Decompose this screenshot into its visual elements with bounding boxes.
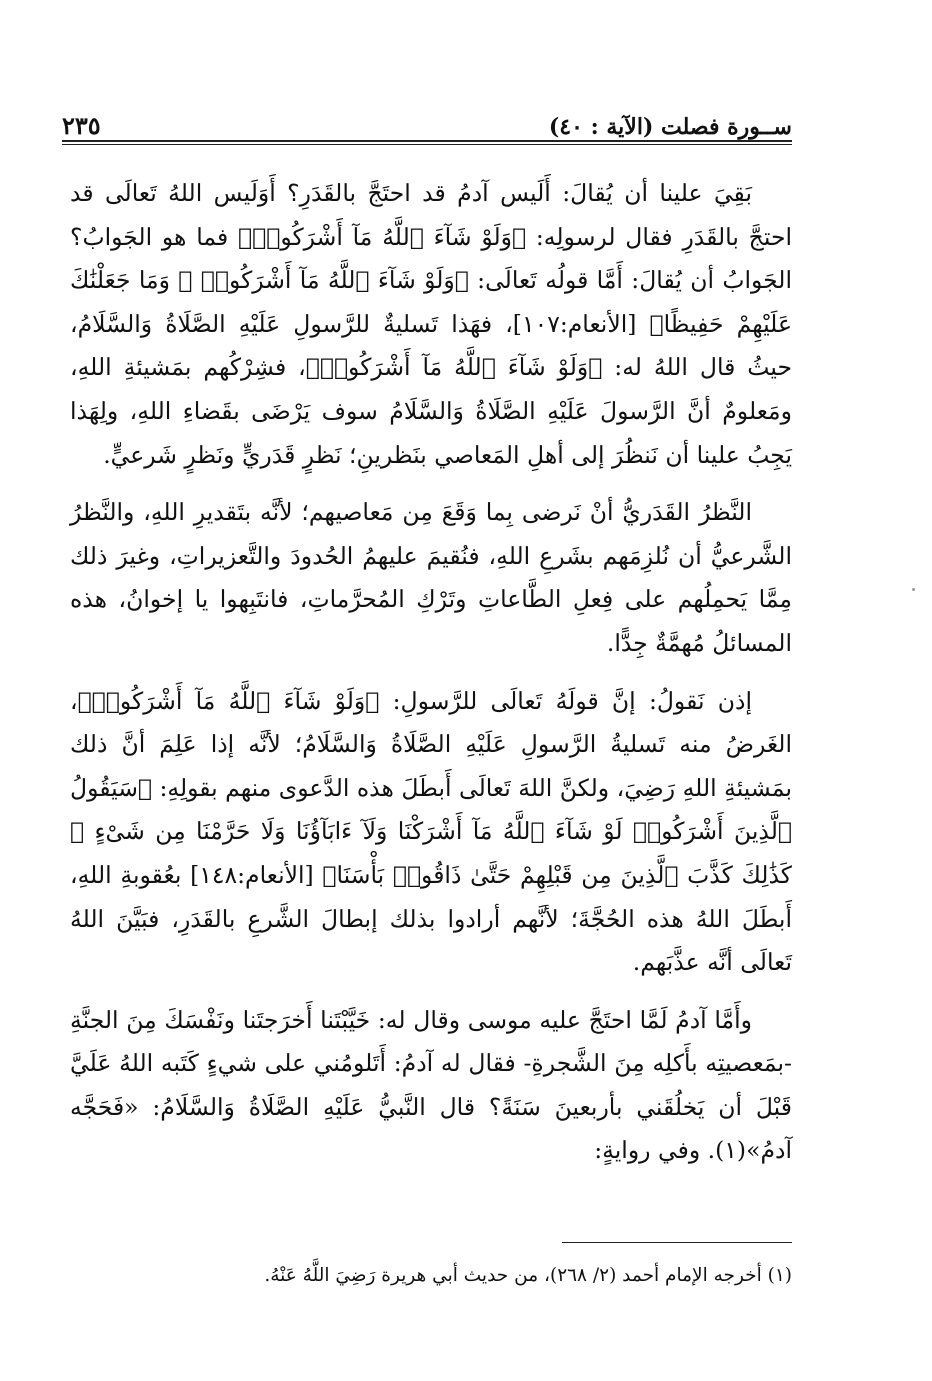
page-header <box>62 104 792 140</box>
body-text <box>70 172 792 1187</box>
surah-title: ســورة فصلت (الآية : ٤٠) <box>548 114 792 140</box>
header-rule <box>62 140 792 142</box>
footnote: (١) أخرجه الإمام أحمد (٢/ ٢٦٨)، من حديث أبي هريرة رَضِيَ اللَّهُ عَنْهُ. <box>264 1265 792 1286</box>
paragraph-1: بَقِيَ علينا أن يُقالَ: أَلَيس آدمُ قد احتَجَّ بالقَدَرِ؟ أَوَلَيس اللهُ تَعالَى قد احتجَّ بالقَدَرِ فقال لرسولِه: ﴿وَلَوْ شَآءَ ٱللَّهُ مَآ أَشْرَكُوا۟﴾ فما هو الجَوابُ؟ الجَوابُ أن يُقالَ: أَمَّا قولُه تَعالَى: ﴿وَلَوْ شَآءَ ٱللَّهُ مَآ أَشْرَكُوا۟ ۗ وَمَا جَعَلْنَٰكَ عَلَيْهِمْ حَفِيظًا﴾ [الأنعام:١٠٧]، فهَذا تَسليةٌ للرَّسولِ عَلَيْهِ الصَّلَاةُ وَالسَّلَامُ، حيثُ قال اللهُ له: ﴿وَلَوْ شَآءَ ٱللَّهُ مَآ أَشْرَكُوا۟﴾، فشِرْكُهم بمَشيئةِ اللهِ، ومَعلومٌ أنَّ الرَّسولَ عَلَيْهِ الصَّلَاةُ وَالسَّلَامُ سوف يَرْضَى بقَضاءِ اللهِ، ولِهَذا يَجِبُ علينا أن نَنظُرَ إلى أهلِ المَعاصي بنَظرينِ؛ نَظرٍ قَدَريٍّ ونَظرٍ شَرعيٍّ. <box>70 179 792 469</box>
header-rule-thin <box>62 144 792 145</box>
paragraph-3: إذن نَقولُ: إنَّ قولَهُ تَعالَى للرَّسولِ: ﴿وَلَوْ شَآءَ ٱللَّهُ مَآ أَشْرَكُوا۟﴾، الغَرضُ منه تَسليةُ الرَّسولِ عَلَيْهِ الصَّلَاةُ وَالسَّلَامُ؛ لأنَّه إذا عَلِمَ أنَّ ذلك بمَشيئةِ اللهِ رَضِيَ، ولكنَّ اللهَ تَعالَى أَبطَلَ هذه الدَّعوى منهم بقولِهِ: ﴿سَيَقُولُ ٱلَّذِينَ أَشْرَكُوا۟ لَوْ شَآءَ ٱللَّهُ مَآ أَشْرَكْنَا وَلَآ ءَابَآؤُنَا وَلَا حَرَّمْنَا مِن شَىْءٍ ۚ كَذَٰلِكَ كَذَّبَ ٱلَّذِينَ مِن قَبْلِهِمْ حَتَّىٰ ذَاقُوا۟ بَأْسَنَا﴾ [الأنعام:١٤٨] بعُقوبةِ اللهِ، أَبطَلَ اللهُ هذه الحُجَّةَ؛ لأنَّهم أرادوا بذلك إبطالَ الشَّرعِ بالقَدَرِ، فبَيَّنَ اللهُ تَعالَى أنَّه عذَّبَهم. <box>70 686 792 977</box>
paragraph-4: وأَمَّا آدمُ لَمَّا احتَجَّ عليه موسى وقال له: خَيَّبْتَنا أَخرَجتَنا ونَفْسَكَ مِنَ الجنَّةِ -بمَعصيتِه بأَكلِه مِنَ الشَّجرةِ- فقال له آدمُ: أَتَلومُني على شيءٍ كَتَبه اللهُ عَلَيَّ قَبْلَ أن يَخلُقَني بأربعينَ سَنَةً؟ قال النَّبيُّ عَلَيْهِ الصَّلَاةُ وَالسَّلَامُ: «فَحَجَّه آدمُ»(١). وفي روايةٍ: <box>70 1005 792 1165</box>
paragraph-2: النَّظرُ القَدَريُّ أنْ نَرضى بِما وَقَعَ مِن مَعاصيهم؛ لأنَّه بتَقديرِ اللهِ، والنَّظرُ الشَّرعيُّ أن نُلزِمَهم بشَرعِ اللهِ، فنُقيمَ عليهمُ الحُدودَ والتَّعزيراتِ، وغيرَ ذلك مِمَّا يَحمِلُهم على فِعلِ الطَّاعاتِ وتَرْكِ المُحرَّماتِ، فانتَبِهوا يا إخوانُ، هذه المسائلُ مُهمَّةٌ جِدًّا. <box>70 498 792 657</box>
page-number: ٢٣٥ <box>62 111 101 140</box>
margin-speck <box>912 588 915 591</box>
footnote-separator <box>562 1242 792 1243</box>
